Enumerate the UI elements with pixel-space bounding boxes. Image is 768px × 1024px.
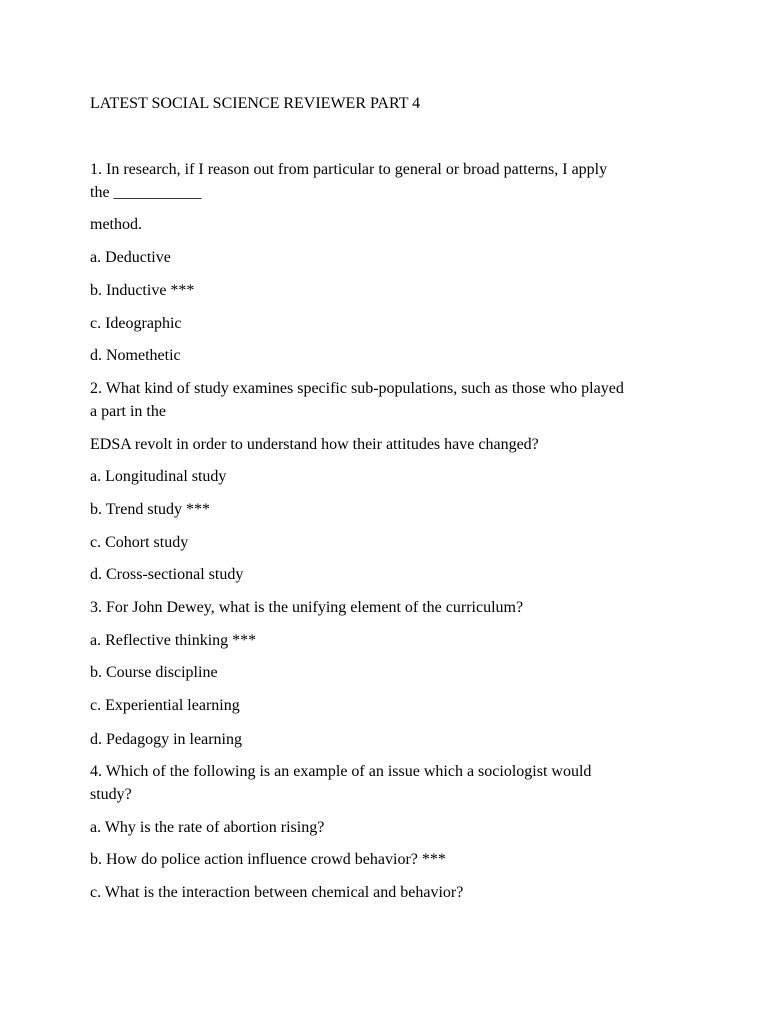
question-4-line-1: 4. Which of the following is an example of an issue which a sociologist would <box>90 763 592 780</box>
option-text: a. Why is the rate of abortion rising? <box>90 819 325 836</box>
question-1-line-3: method. <box>90 216 142 233</box>
option-text: a. Reflective thinking *** <box>90 632 257 649</box>
option-text: b. Trend study *** <box>90 501 211 518</box>
option-text: d. Nomethetic <box>90 347 181 364</box>
question-1-line-1: 1. In research, if I reason out from particular to general or broad patterns, I apply <box>90 161 608 178</box>
option-text: c. Experiential learning <box>90 697 240 714</box>
question-2-line-2: a part in the <box>90 403 166 420</box>
option-text: d. Cross-sectional study <box>90 566 244 583</box>
question-1-line-2: the ___________ <box>90 184 202 201</box>
option-text: b. How do police action influence crowd behavior? *** <box>90 851 446 868</box>
question-2-line-1: 2. What kind of study examines specific sub-populations, such as those who played <box>90 380 624 397</box>
option-text: d. Pedagogy in learning <box>90 731 242 748</box>
question-4-line-2: study? <box>90 786 132 803</box>
option-text: c. Ideographic <box>90 315 182 332</box>
question-3-line-1: 3. For John Dewey, what is the unifying element of the curriculum? <box>90 599 524 616</box>
question-2-line-3: EDSA revolt in order to understand how their attitudes have changed? <box>90 436 539 453</box>
option-text: c. Cohort study <box>90 534 189 551</box>
option-text: a. Longitudinal study <box>90 468 227 485</box>
option-text: b. Inductive *** <box>90 282 195 299</box>
option-text: c. What is the interaction between chemical and behavior? <box>90 884 464 901</box>
document-title: LATEST SOCIAL SCIENCE REVIEWER PART 4 <box>90 95 421 112</box>
option-text: b. Course discipline <box>90 664 218 681</box>
option-text: a. Deductive <box>90 249 171 266</box>
